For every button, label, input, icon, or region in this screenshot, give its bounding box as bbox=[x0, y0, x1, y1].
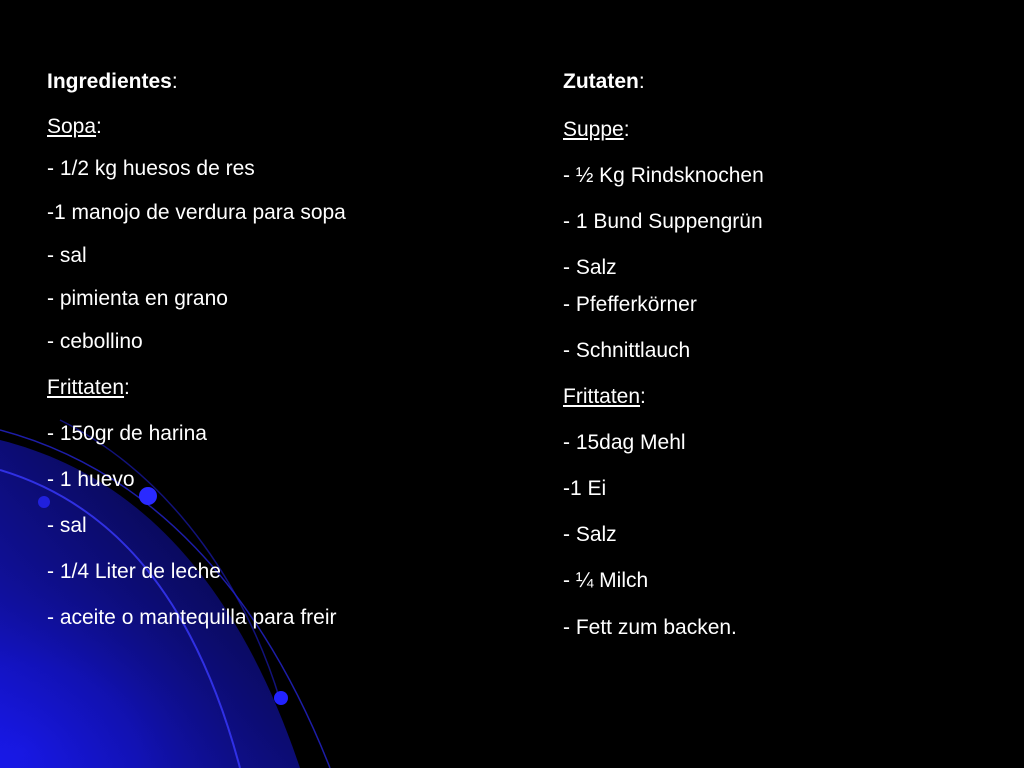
list-item: - 15dag Mehl bbox=[563, 431, 686, 454]
soup-label: Suppe: bbox=[563, 118, 630, 141]
list-item: - 1/4 Liter de leche bbox=[47, 560, 221, 583]
list-item: - cebollino bbox=[47, 330, 143, 353]
list-item: - sal bbox=[47, 244, 87, 267]
list-item: - sal bbox=[47, 514, 87, 537]
list-item: - Salz bbox=[563, 256, 617, 279]
list-item: - 1 Bund Suppengrün bbox=[563, 210, 763, 233]
list-item: - ½ Kg Rindsknochen bbox=[563, 164, 764, 187]
frittaten-label: Frittaten: bbox=[563, 385, 646, 408]
soup-label: Sopa: bbox=[47, 115, 102, 138]
list-item: - ¼ Milch bbox=[563, 569, 649, 592]
list-item: - Schnittlauch bbox=[563, 339, 691, 362]
glow-dot-2 bbox=[38, 496, 50, 508]
heading-ingredientes: Ingredientes: bbox=[47, 70, 178, 93]
list-item: -1 Ei bbox=[563, 477, 607, 500]
list-item: - 1/2 kg huesos de res bbox=[47, 157, 255, 180]
list-item: - Pfefferkörner bbox=[563, 293, 697, 316]
list-item: - pimienta en grano bbox=[47, 287, 228, 310]
list-item: -1 manojo de verdura para sopa bbox=[47, 201, 346, 224]
frittaten-label: Frittaten: bbox=[47, 376, 130, 399]
list-item: - 1 huevo bbox=[47, 468, 135, 491]
list-item: - Salz bbox=[563, 523, 617, 546]
glow-dot-1 bbox=[139, 487, 157, 505]
glow-dot-3 bbox=[274, 691, 288, 705]
heading-zutaten: Zutaten: bbox=[563, 70, 645, 93]
list-item: - aceite o mantequilla para freir bbox=[47, 606, 337, 629]
list-item: - Fett zum backen. bbox=[563, 616, 737, 639]
list-item: - 150gr de harina bbox=[47, 422, 207, 445]
